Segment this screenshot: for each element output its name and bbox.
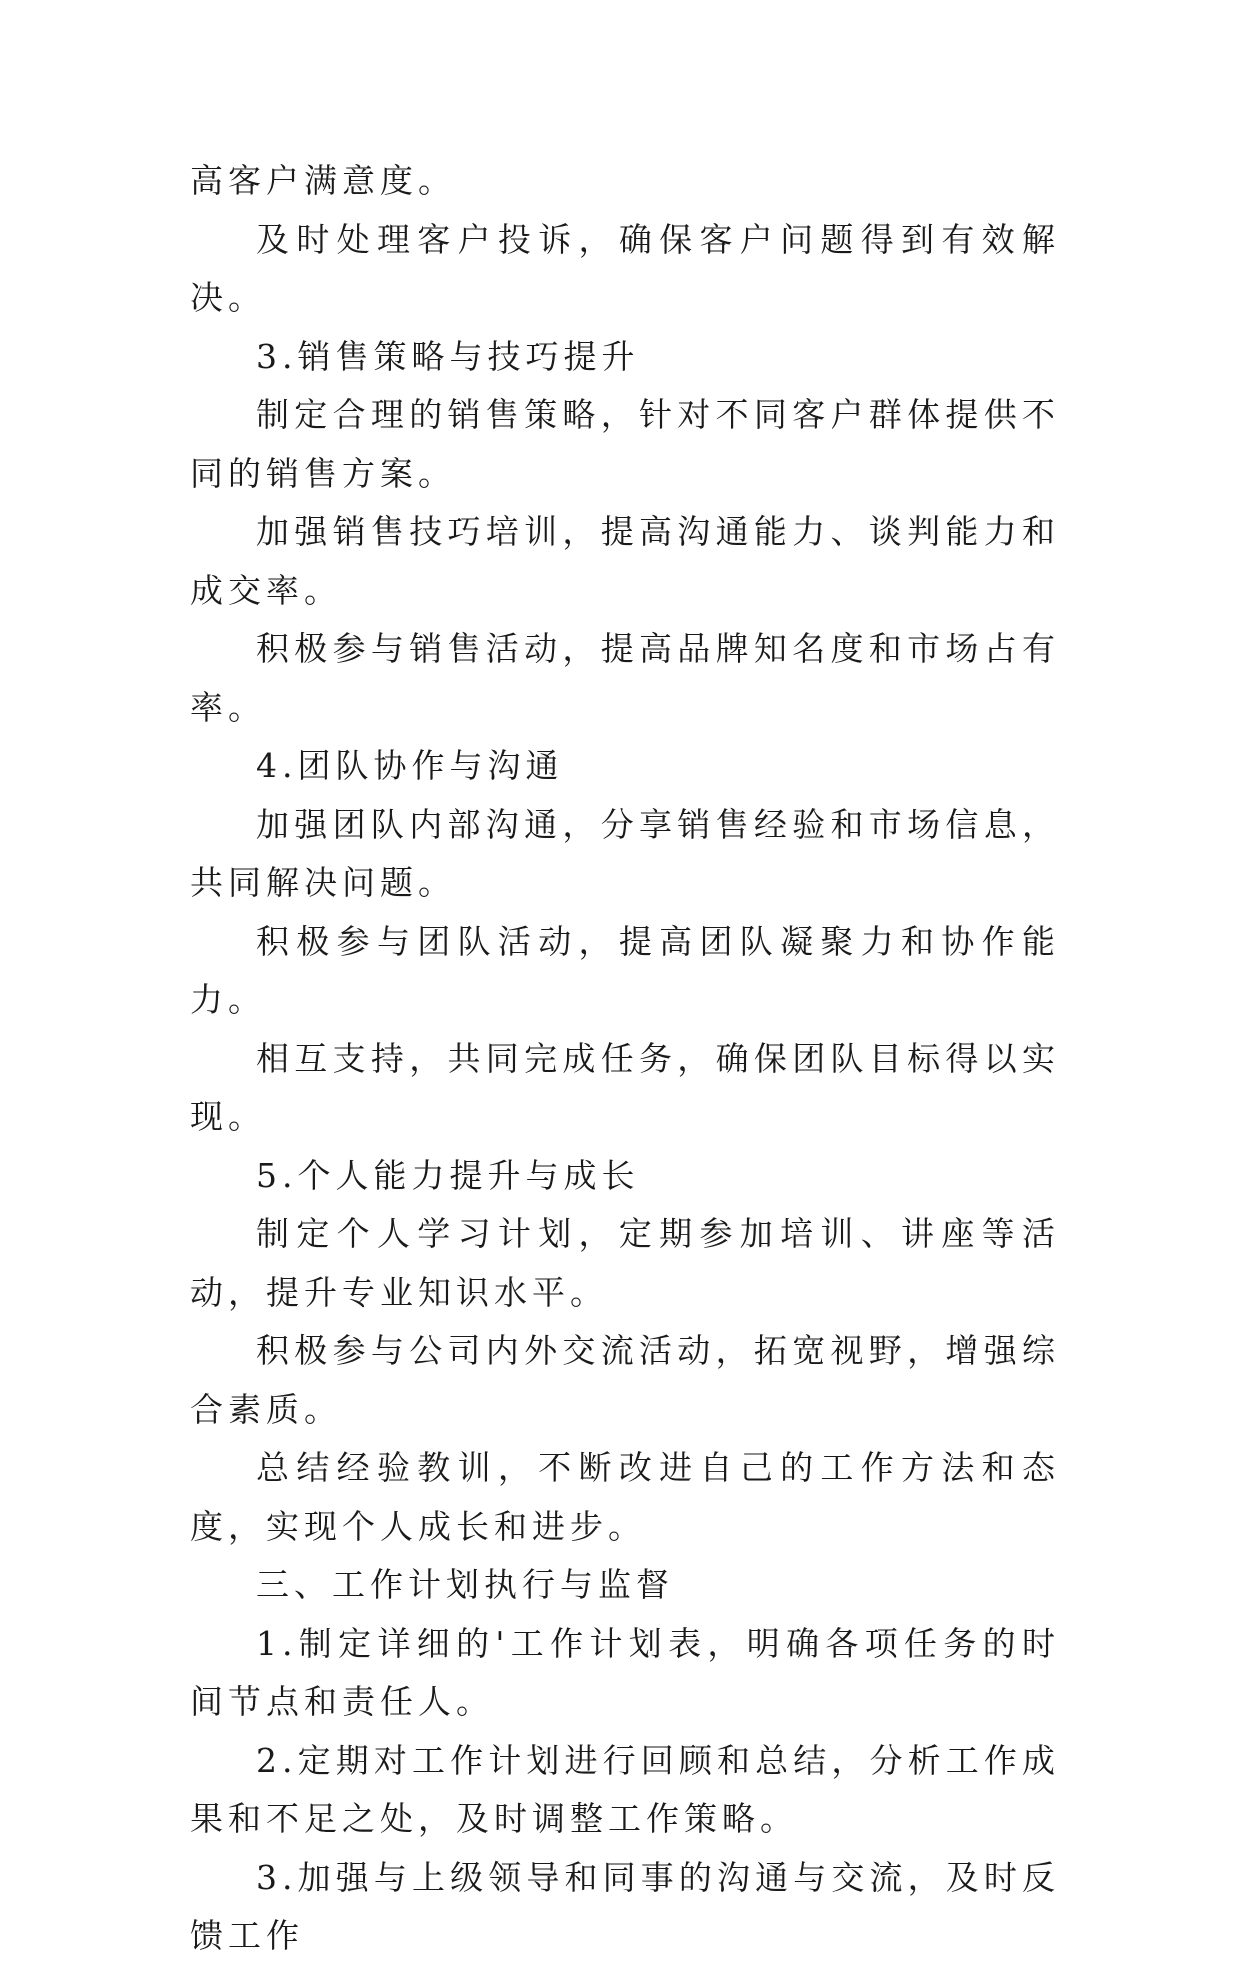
paragraph: 总结经验教训，不断改进自己的工作方法和态度，实现个人成长和进步。 bbox=[190, 1448, 1060, 1546]
section-heading: 三、工作计划执行与监督 bbox=[256, 1565, 674, 1604]
paragraph: 及时处理客户投诉，确保客户问题得到有效解决。 bbox=[190, 219, 1060, 317]
section-heading: 3.销售策略与技巧提升 bbox=[256, 336, 640, 376]
paragraph: 1.制定详细的'工作计划表，明确各项任务的时间节点和责任人。 bbox=[190, 1623, 1060, 1721]
section-heading: 5.个人能力提升与成长 bbox=[256, 1155, 640, 1195]
paragraph: 3.加强与上级领导和同事的沟通与交流，及时反馈工作 bbox=[190, 1857, 1060, 1955]
paragraph: 制定合理的销售策略，针对不同客户群体提供不同的销售方案。 bbox=[190, 395, 1060, 493]
section-heading: 4.团队协作与沟通 bbox=[256, 746, 564, 785]
paragraph: 加强团队内部沟通，分享销售经验和市场信息，共同解决问题。 bbox=[190, 804, 1060, 902]
paragraph: 制定个人学习计划，定期参加培训、讲座等活动，提升专业知识水平。 bbox=[190, 1214, 1060, 1312]
paragraph: 相互支持，共同完成任务，确保团队目标得以实现。 bbox=[190, 1038, 1060, 1136]
paragraph: 高客户满意度。 bbox=[190, 161, 456, 200]
paragraph: 积极参与销售活动，提高品牌知名度和市场占有率。 bbox=[190, 629, 1060, 727]
paragraph: 积极参与公司内外交流活动，拓宽视野，增强综合素质。 bbox=[190, 1331, 1060, 1429]
paragraph: 积极参与团队活动，提高团队凝聚力和协作能力。 bbox=[190, 921, 1060, 1019]
paragraph: 2.定期对工作计划进行回顾和总结，分析工作成果和不足之处，及时调整工作策略。 bbox=[190, 1740, 1060, 1838]
paragraph: 加强销售技巧培训，提高沟通能力、谈判能力和成交率。 bbox=[190, 512, 1060, 610]
document-body bbox=[190, 152, 1060, 1966]
